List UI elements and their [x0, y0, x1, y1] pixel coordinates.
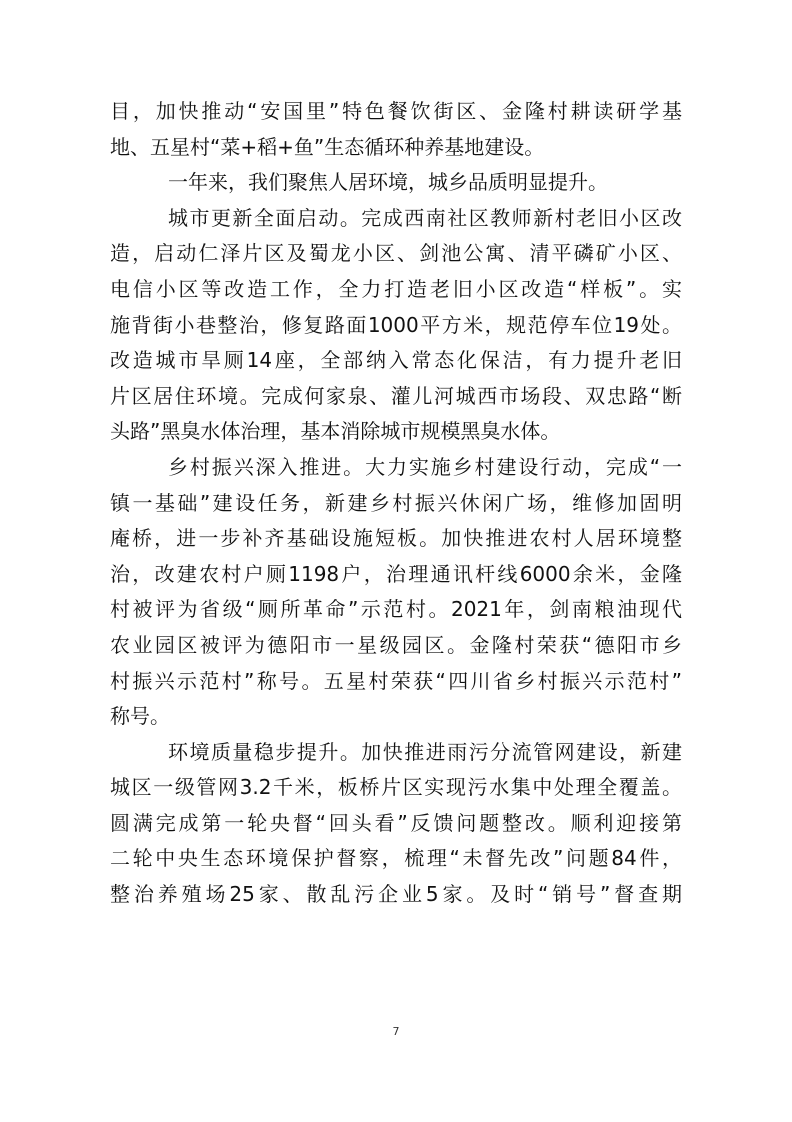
text-line: 片区居住环境。完成何家泉、灌儿河城西市场段、双忠路“断: [110, 383, 682, 408]
text-line: 一年来，我们聚焦人居环境，城乡品质明显提升。: [168, 170, 608, 195]
text-line: 城区一级管网3.2千米，板桥片区实现污水集中处理全覆盖。: [110, 775, 682, 800]
text-line: 治，改建农村户厕1198户，治理通讯杆线6000余米，金隆: [110, 561, 682, 586]
text-line: 称号。: [110, 704, 170, 729]
text-line: 目，加快推动“安国里”特色餐饮街区、金隆村耕读研学基: [110, 99, 682, 123]
text-line: 头路”黑臭水体治理，基本消除城市规模黑臭水体。: [110, 419, 561, 444]
text-line: 二轮中央生态环境保护督察，梳理“未督先改”问题84件，: [110, 846, 682, 871]
text-line: 村振兴示范村”称号。五星村荣获“四川省乡村振兴示范村”: [110, 668, 682, 693]
text-line: 城市更新全面启动。完成西南社区教师新村老旧小区改: [168, 205, 682, 230]
text-line: 电信小区等改造工作，全力打造老旧小区改造“样板”。实: [110, 276, 682, 301]
page-number: 7: [392, 1025, 400, 1038]
text-line: 改造城市旱厕14座，全部纳入常态化保洁，有力提升老旧: [110, 348, 682, 373]
text-line: 农业园区被评为德阳市一星级园区。金隆村荣获“德阳市乡: [110, 632, 682, 657]
text-line: 地、五星村“菜+稻+鱼”生态循环种养基地建设。: [110, 134, 545, 159]
text-line: 村被评为省级“厕所革命”示范村。2021年，剑南粮油现代: [110, 597, 682, 622]
text-line: 造，启动仁泽片区及蜀龙小区、剑池公寓、清平磷矿小区、: [110, 241, 682, 266]
text-line: 环境质量稳步提升。加快推进雨污分流管网建设，新建: [168, 739, 682, 764]
text-line: 施背街小巷整治，修复路面1000平方米，规范停车位19处。: [110, 312, 682, 337]
text-line: 镇一基础”建设任务，新建乡村振兴休闲广场，维修加固明: [110, 490, 682, 515]
text-line: 圆满完成第一轮央督“回头看”反馈问题整改。顺利迎接第: [110, 810, 682, 835]
text-line: 庵桥，进一步补齐基础设施短板。加快推进农村人居环境整: [110, 526, 682, 551]
text-line: 整治养殖场25家、散乱污企业5家。及时“销号”督查期: [110, 882, 682, 907]
body-text: [110, 94, 682, 913]
text-line: 乡村振兴深入推进。大力实施乡村建设行动，完成“一: [168, 454, 682, 479]
